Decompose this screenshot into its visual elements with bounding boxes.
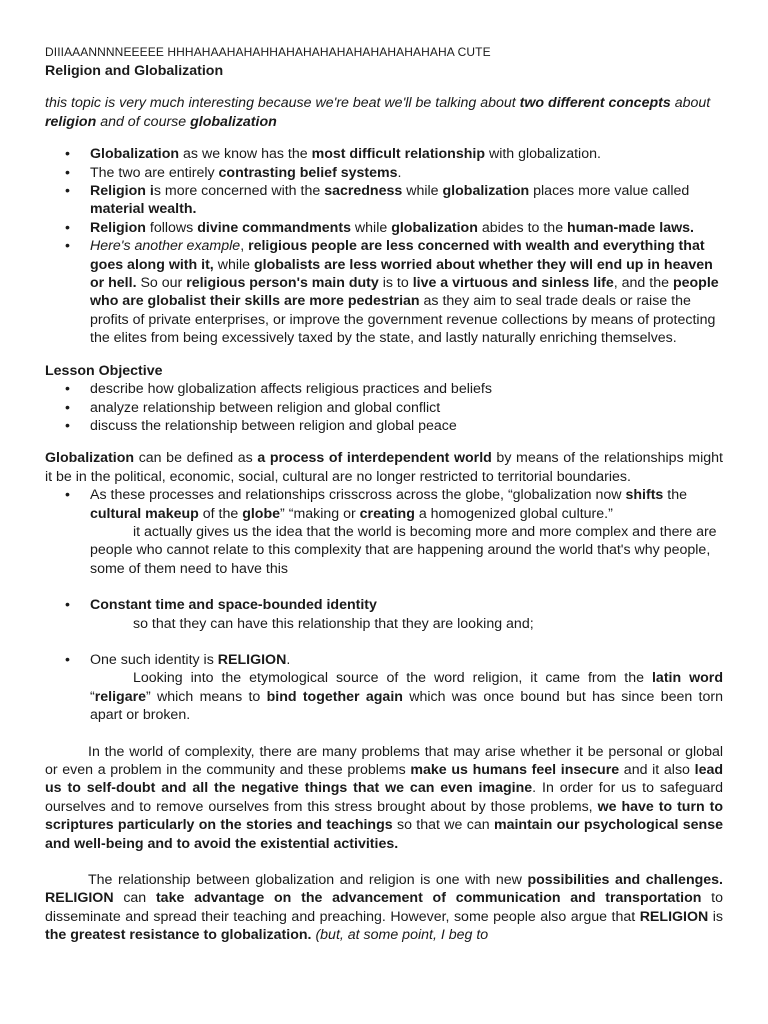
intro-text: about [670,95,711,112]
list-item: • One such identity is RELIGION. [45,651,723,669]
list-item: • Here's another example, religious people are less concerned with wealth and everything that goes along with it, while globalists are less worried about whether they will end up in heaven or hell. So our religious person's main duty is to live a virtuous and sinless life, and the people who are globalist their skills are more pedestrian as they aim to seal trade deals or raise the profits of private enterprises, or improve the government revenue collections by means of protecting the elites from being excessively taxed by the state, and lastly naturally enriching themselves. [45,237,723,347]
crisscross-note: it actually gives us the idea that the world is becoming more and more complex and there are people who cannot relate to this complexity that are happening around the world that's why people, some of them need to have this [90,523,717,577]
intro-bold: two different concepts [519,95,671,112]
crisscross-list [45,486,723,523]
etymology-note: Looking into the etymological source of the word religion, it came from the latin word “religare” which means to bind together again which was once bound but has since been torn apart or broken. [90,670,724,724]
list-item: • discuss the relationship between religion and global peace [45,417,723,435]
list-item: • The two are entirely contrasting belief systems. [45,164,723,182]
intro-paragraph [45,94,723,131]
list-item: • Constant time and space-bounded identity [45,596,723,614]
list-item: • Globalization as we know has the most difficult relationship with globalization. [45,145,723,163]
intro-bold: globalization [190,113,277,130]
relationship-paragraph: The relationship between globalization and religion is one with new possibilities and challenges. RELIGION can take advantage on the advancement of communication and transportation to disseminate and spread their teaching and preaching. However, some people also argue that RELIGION is the greatest resistance to globalization. (but, at some point, I beg to [45,872,724,944]
document-title [45,62,723,80]
header-topline: DIIIAAANNNNEEEEE HHHAHAAHAHAHHAHAHAHAHAHAHAHAHAHAHA CUTE [45,45,491,59]
list-item: • describe how globalization affects religious practices and beliefs [45,380,723,398]
intro-text: this topic is very much interesting because we're beat we'll be talking about [45,95,520,112]
comparison-list [45,145,723,347]
list-item: • analyze relationship between religion and global conflict [45,399,723,417]
intro-text: and of course [96,113,191,130]
constant-note: so that they can have this relationship that they are looking and; [133,615,534,632]
identity-list [45,651,723,669]
list-item: • Religion follows divine commandments while globalization abides to the human-made laws. [45,219,723,237]
definition-paragraph: Globalization can be defined as a process of interdependent world by means of the relationships might it be in the political, economic, social, cultural are no longer restricted to territorial boundaries. [45,450,723,485]
complexity-paragraph: In the world of complexity, there are many problems that may arise whether it be personal or global or even a problem in the community and these problems make us humans feel insecure and it also lead us to self-doubt and all the negative things that we can even imagine. In order for us to safeguard ourselves and to remove ourselves from this stress brought about by those problems, we have to turn to scriptures particularly on the stories and teachings so that we can maintain our psychological sense and well-being and to avoid the existential activities. [45,743,724,852]
objective-list [45,380,723,435]
list-item: • As these processes and relationships crisscross across the globe, “globalization now shifts the cultural makeup of the globe” “making or creating a homogenized global culture.” [45,486,723,523]
objective-heading: Lesson Objective [45,362,163,379]
intro-bold: religion [45,113,97,130]
title-text: Religion and Globalization [45,63,224,79]
list-item: • Religion is more concerned with the sacredness while globalization places more value called material wealth. [45,182,723,219]
constant-list [45,596,723,614]
